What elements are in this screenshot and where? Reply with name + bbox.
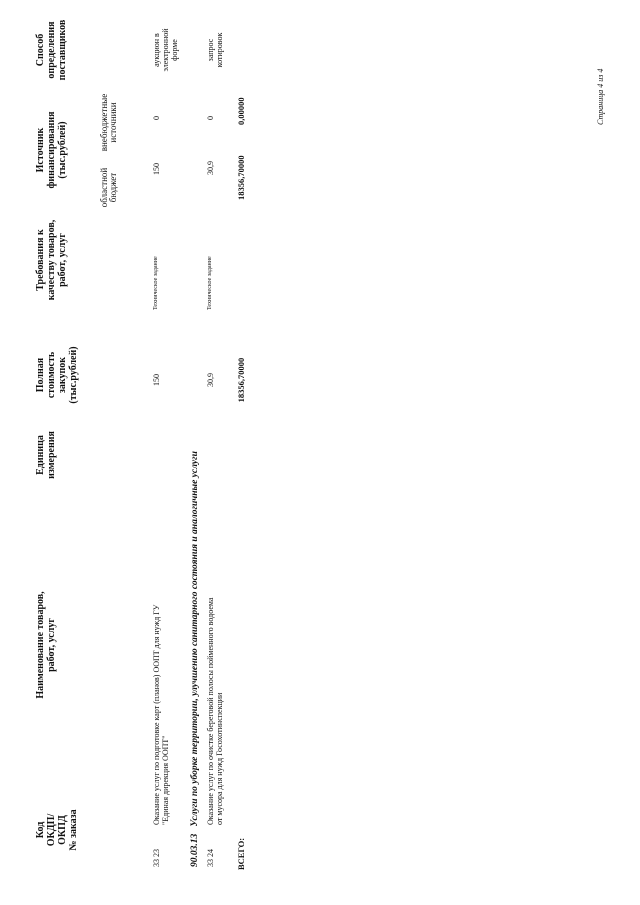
header-cost-line: стоимость xyxy=(46,351,57,399)
row2-method-line: запрос xyxy=(206,38,215,62)
header-name-line: Наименование товаров, xyxy=(35,591,46,699)
row1-regional: 150 xyxy=(152,163,161,175)
header-method-line: Способ xyxy=(35,33,46,67)
header-cost-line: Полная xyxy=(35,357,46,393)
row2-cost: 30,9 xyxy=(206,373,215,387)
header-regional-line: областной xyxy=(99,167,109,208)
row2-method-line: котировок xyxy=(215,32,224,68)
row1-method-line: форме xyxy=(170,39,179,61)
header-source-regional xyxy=(100,165,118,210)
header-method-line: поставщиков xyxy=(57,19,68,81)
total-regional: 18356,70000 xyxy=(236,155,246,200)
total-extra: 0,00000 xyxy=(236,97,246,125)
header-cost-line: (тыс.рублей) xyxy=(68,346,79,404)
row2-name-line: Оказание услуг по очистке береговой полосы пойменного водоема xyxy=(206,597,215,825)
header-source-line: финансирования xyxy=(46,111,57,189)
row2-name xyxy=(206,485,224,825)
header-code-line: ОКПД xyxy=(57,815,68,845)
row2-name-line: от мусора для нужд Госохотинспекции xyxy=(215,692,224,825)
row1-extra: 0 xyxy=(152,116,161,120)
header-name xyxy=(35,520,57,770)
header-source-line: (тыс.рублей) xyxy=(57,121,68,179)
group-title: Услуги по уборке территории, улучшению санитарного состояния и аналогичные услуги xyxy=(190,451,200,827)
group-code: 90.03.13 xyxy=(190,833,200,867)
header-regional-line: бюджет xyxy=(108,172,118,203)
row1-code: 33 23 xyxy=(152,849,161,867)
header-cost xyxy=(35,340,79,410)
header-extra-line: источники xyxy=(108,102,118,143)
row1-name xyxy=(152,485,170,825)
row1-req: Техническое задание xyxy=(153,256,159,310)
header-unit xyxy=(35,425,57,485)
header-method xyxy=(35,15,68,85)
row2-req: Техническое задание xyxy=(207,256,213,310)
header-cost-line: закупок xyxy=(57,356,68,394)
header-code-line: № заказа xyxy=(68,809,79,851)
header-req-line: Требования к xyxy=(35,229,46,291)
row2-method xyxy=(206,10,224,90)
header-name-line: работ, услуг xyxy=(46,618,57,672)
header-req xyxy=(35,215,68,305)
row1-cost: 150 xyxy=(152,374,161,386)
header-source-extra xyxy=(100,85,118,160)
page-number: Страница 4 из 4 xyxy=(596,68,605,125)
header-method-line: определения xyxy=(46,21,57,79)
header-source-line: Источник xyxy=(35,127,46,173)
header-req-line: качеству товаров, xyxy=(46,219,57,301)
header-extra-line: внебюджетные xyxy=(99,93,109,152)
header-code xyxy=(35,790,79,870)
total-label: ВСЕГО: xyxy=(236,837,246,870)
header-code-line: ОКДП/ xyxy=(46,813,57,847)
row2-code: 33 24 xyxy=(206,849,215,867)
group-heading xyxy=(190,451,200,867)
row1-method xyxy=(152,10,179,90)
row1-method-line: аукцион в xyxy=(152,33,161,67)
row1-name-line: "Единая дирекция ООПТ" xyxy=(161,735,170,825)
header-unit-line: измерения xyxy=(46,431,57,479)
row2-regional: 30,9 xyxy=(206,161,215,175)
row1-name-line: Оказание услуг по подготовке карт (планов) ООПТ для нужд ГУ xyxy=(152,604,161,825)
row2-extra: 0 xyxy=(206,116,215,120)
header-unit-line: Единица xyxy=(35,435,46,475)
header-source xyxy=(35,95,68,205)
header-req-line: работ, услуг xyxy=(57,233,68,287)
total-cost: 18356,70000 xyxy=(236,357,246,403)
row1-method-line: электронной xyxy=(161,28,170,72)
header-code-line: Код xyxy=(35,821,46,839)
